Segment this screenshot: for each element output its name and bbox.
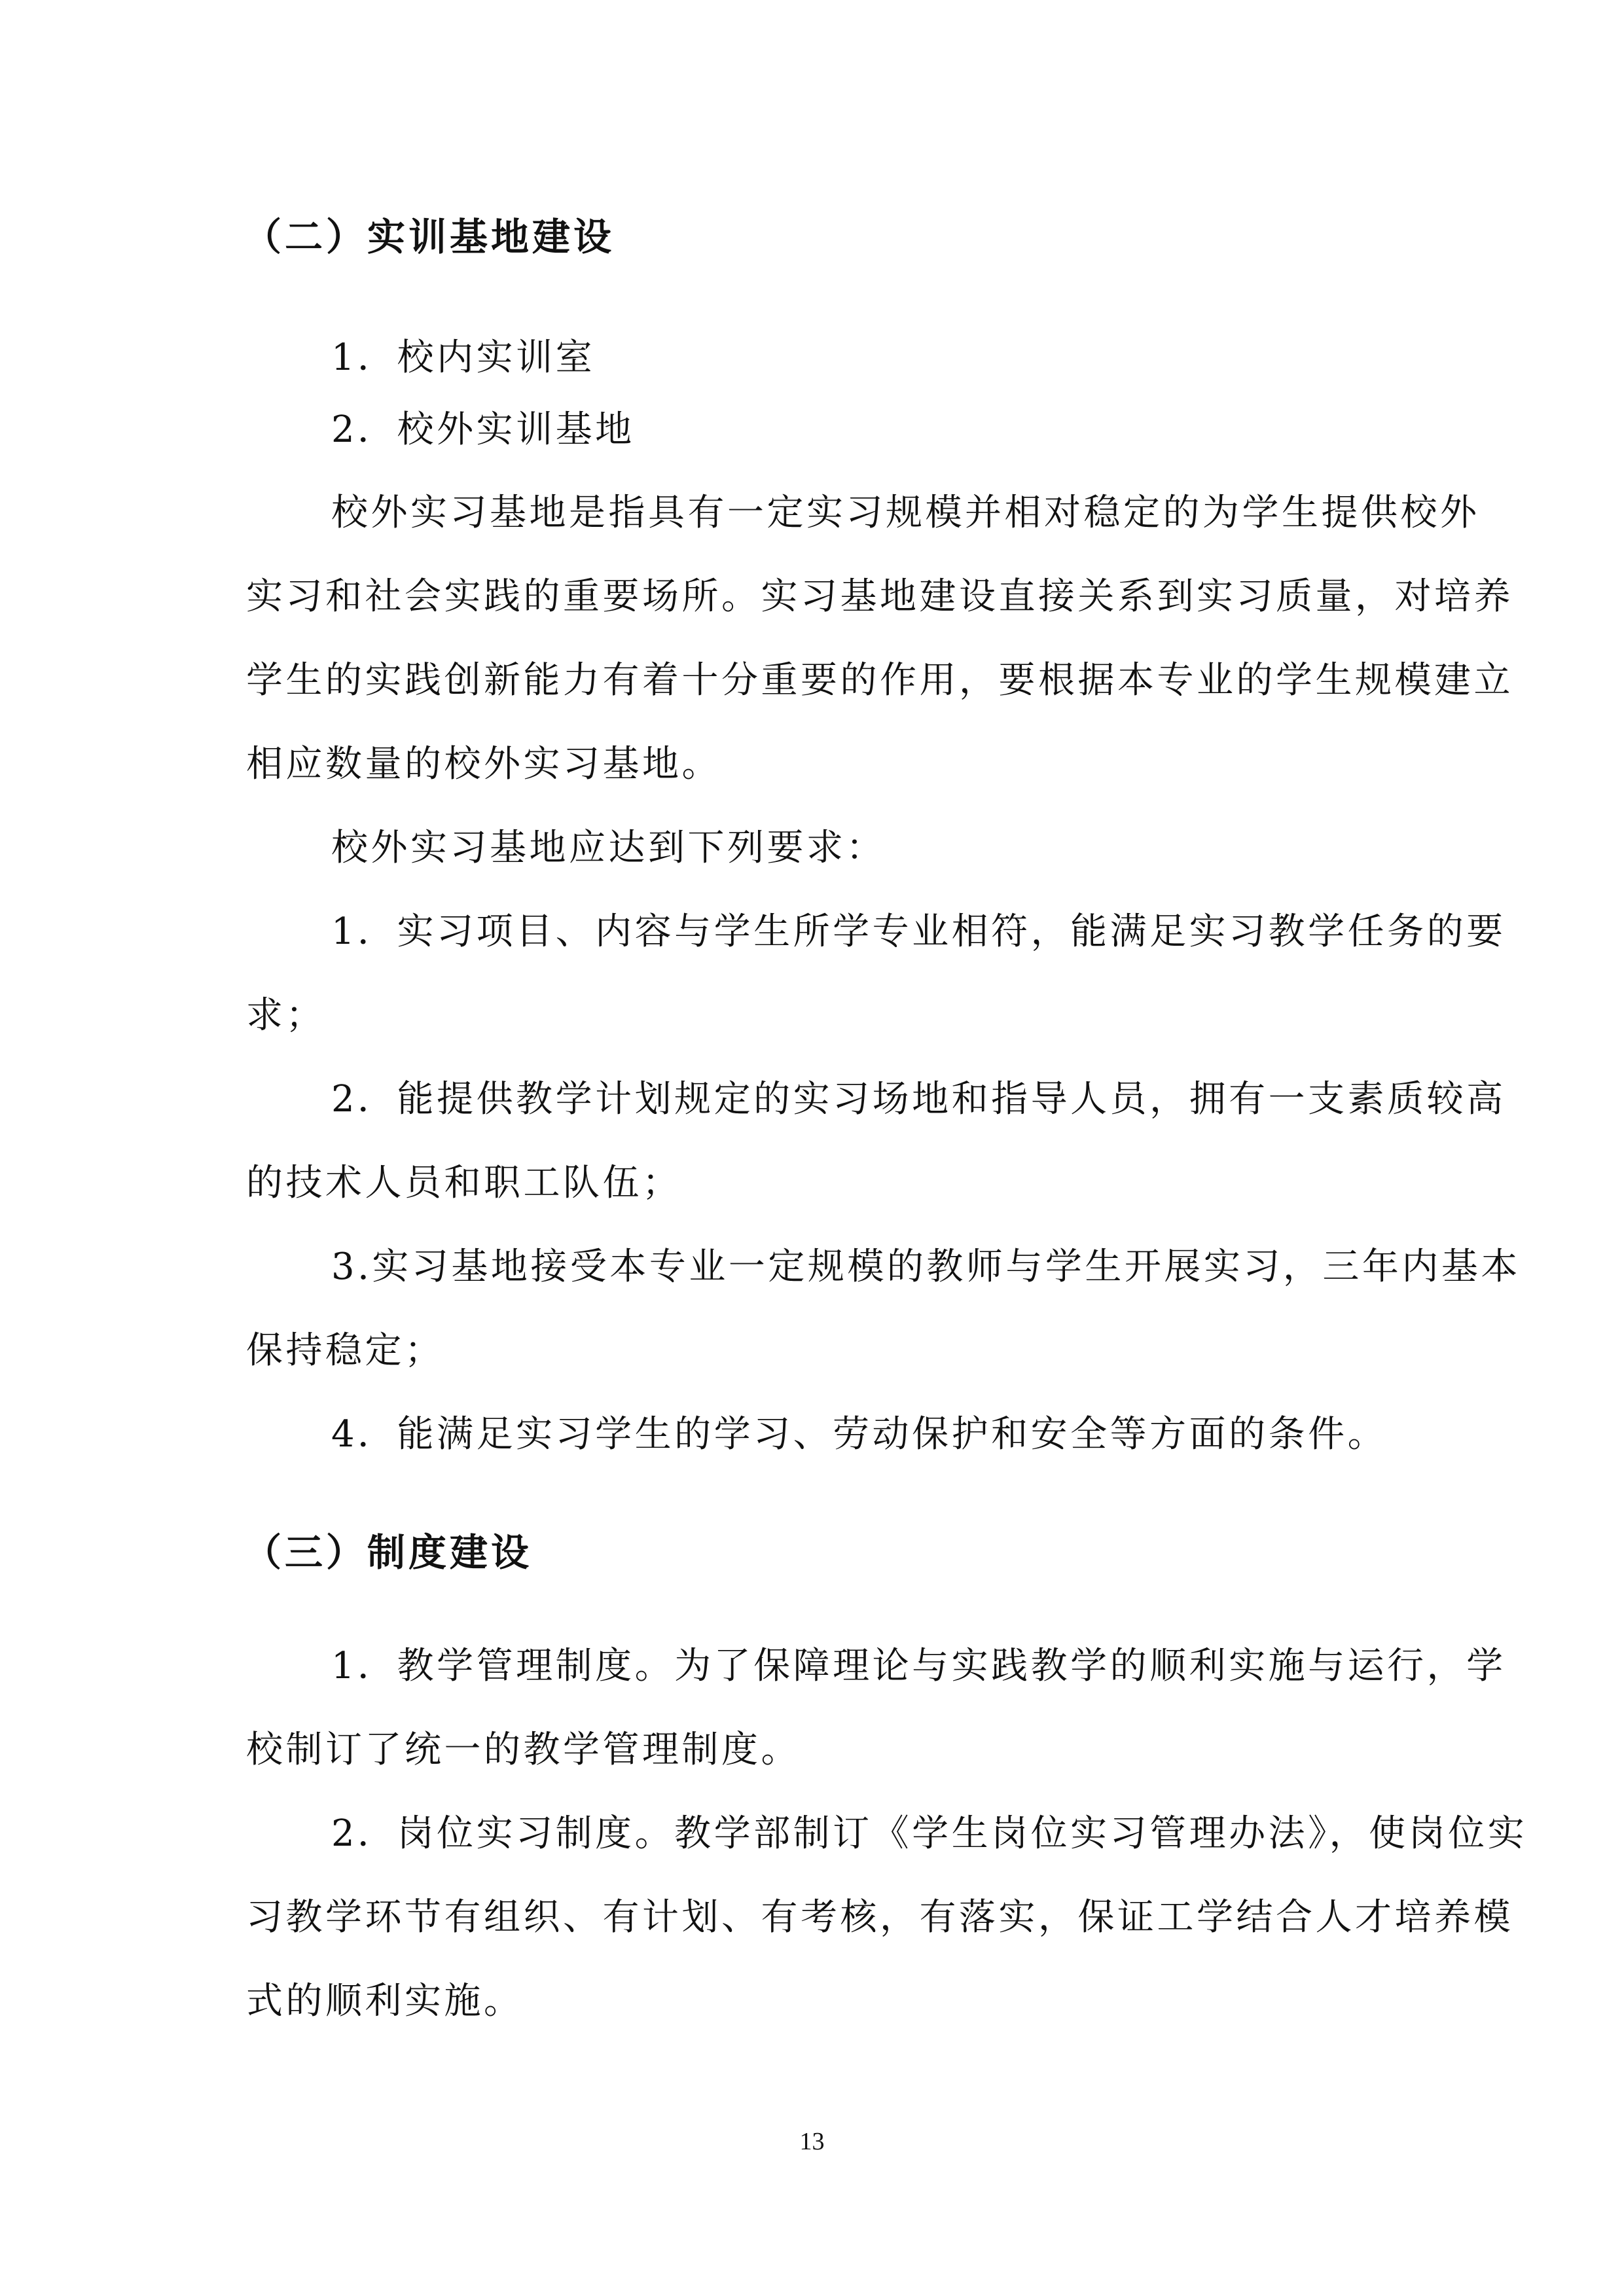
list-item-line: 习教学环节有组织、有计划、有考核，有落实，保证工学结合人才培养模: [246, 1896, 1513, 1939]
section-heading: （三）制度建设: [244, 1530, 533, 1575]
list-item-line: 2．岗位实习制度。教学部制订《学生岗位实习管理办法》，使岗位实: [331, 1812, 1528, 1855]
subsection-title: 2．校外实训基地: [331, 408, 635, 451]
list-item-line: 式的顺利实施。: [246, 1980, 524, 2022]
subsection-title: 1．校内实训室: [331, 336, 596, 379]
list-item-line: 保持稳定；: [246, 1329, 444, 1372]
paragraph-line: 学生的实践创新能力有着十分重要的作用，要根据本专业的学生规模建立: [246, 659, 1513, 702]
paragraph-line: 实习和社会实践的重要场所。实习基地建设直接关系到实习质量，对培养: [246, 575, 1513, 618]
list-item-line: 4．能满足实习学生的学习、劳动保护和安全等方面的条件。: [331, 1413, 1388, 1456]
page-number: 13: [799, 2128, 825, 2155]
paragraph-line: 校外实习基地是指具有一定实习规模并相对稳定的为学生提供校外: [331, 492, 1480, 534]
list-item-line: 校制订了统一的教学管理制度。: [246, 1729, 801, 1771]
list-item-line: 的技术人员和职工队伍；: [246, 1162, 682, 1204]
paragraph-line: 相应数量的校外实习基地。: [246, 743, 721, 785]
list-item-line: 2．能提供教学计划规定的实习场地和指导人员，拥有一支素质较高: [331, 1078, 1506, 1121]
list-item-line: 求；: [246, 994, 325, 1037]
paragraph-line: 校外实习基地应达到下列要求：: [331, 827, 886, 869]
list-item-line: 1．实习项目、内容与学生所学专业相符，能满足实习教学任务的要: [331, 910, 1506, 953]
list-item-line: 3.实习基地接受本专业一定规模的教师与学生开展实习，三年内基本: [331, 1246, 1521, 1288]
section-heading: （二）实训基地建设: [244, 215, 615, 259]
list-item-line: 1．教学管理制度。为了保障理论与实践教学的顺利实施与运行，学: [331, 1645, 1506, 1687]
